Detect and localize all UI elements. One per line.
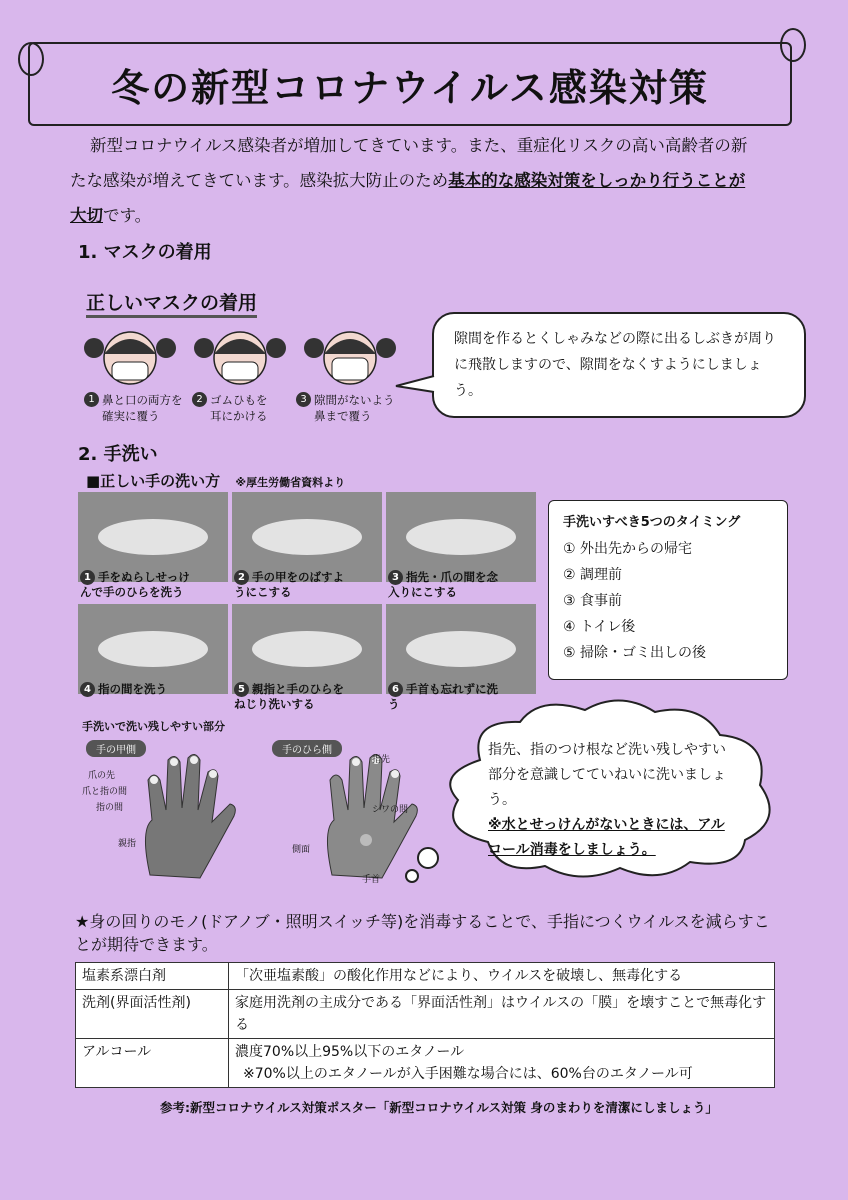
disinfectant-name: アルコール bbox=[76, 1039, 229, 1088]
handwash-source: ※厚生労働省資料より bbox=[235, 476, 346, 489]
mask-subheading: 正しいマスクの着用 bbox=[86, 288, 257, 318]
back-of-hand-label: 手の甲側 bbox=[86, 740, 146, 757]
hand-part-label: 爪の先 bbox=[88, 771, 116, 781]
intro-emphasis: 基本的な感染対策をしっかり行うことが大切 bbox=[70, 171, 746, 225]
hand-back-icon bbox=[130, 750, 240, 880]
disinfectant-desc-cell bbox=[229, 1039, 775, 1088]
mask-speech-bubble bbox=[432, 312, 806, 418]
step-number: 2 bbox=[234, 570, 249, 585]
handwash-subheading bbox=[86, 470, 345, 491]
disinfectant-note: ※70%以上のエタノールが入手困難な場合には、60%台のエタノール可 bbox=[243, 1066, 693, 1082]
wash-step-4-caption bbox=[80, 682, 230, 697]
cloud-line: 指先、指のつけ根など洗い残しやすい部分を意識してていねいに洗いましょう。 bbox=[488, 742, 726, 808]
girl-face-icon bbox=[194, 332, 286, 384]
wash-step-1-image bbox=[78, 492, 228, 582]
step-number: 2 bbox=[192, 392, 207, 407]
step-text: 鼻まで覆う bbox=[314, 409, 372, 423]
mask-step-1 bbox=[84, 392, 183, 424]
step-text: 手の甲をのばすよ bbox=[252, 570, 344, 584]
disinfectant-desc: 濃度70%以上95%以下のエタノール bbox=[235, 1044, 465, 1060]
step-text: うにこする bbox=[234, 585, 292, 599]
wash-step-1-caption bbox=[80, 570, 230, 600]
girl-face-icon bbox=[84, 332, 176, 384]
step-text: ねじり洗いする bbox=[234, 697, 315, 711]
page-title: 冬の新型コロナウイルス感染対策 bbox=[28, 42, 792, 126]
handwash-heading: 2. 手洗い bbox=[78, 444, 158, 465]
table-row bbox=[76, 1039, 775, 1088]
step-text: 指先・爪の間を念 bbox=[406, 570, 498, 584]
intro-text-end: です。 bbox=[103, 206, 152, 225]
step-number: 3 bbox=[296, 392, 311, 407]
handwash-timing-box bbox=[548, 500, 788, 680]
palm-side-label: 手のひら側 bbox=[272, 740, 342, 757]
step-text: 入りにこする bbox=[388, 585, 457, 599]
step-text: う bbox=[388, 697, 400, 711]
wash-step-3-image bbox=[386, 492, 536, 582]
disinfectant-desc: 家庭用洗剤の主成分である「界面活性剤」はウイルスの「膜」を壊すことで無毒化する bbox=[229, 990, 775, 1039]
step-text: 鼻と口の両方を bbox=[102, 393, 183, 407]
step-text: 確実に覆う bbox=[102, 409, 160, 423]
disinfectant-name: 塩素系漂白剤 bbox=[76, 963, 229, 990]
missed-areas-title: 手洗いで洗い残しやすい部分 bbox=[82, 720, 225, 733]
disinfectant-name: 洗剤(界面活性剤) bbox=[76, 990, 229, 1039]
step-text: 耳にかける bbox=[210, 409, 268, 423]
disinfectant-table bbox=[75, 962, 775, 1088]
wash-step-2-caption bbox=[234, 570, 384, 600]
table-row bbox=[76, 990, 775, 1039]
hand-part-label: 側面 bbox=[292, 845, 311, 855]
timing-item: ② 調理前 bbox=[563, 567, 623, 583]
bubble-tail-icon bbox=[394, 372, 436, 396]
wash-step-5-image bbox=[232, 604, 382, 694]
wash-step-3-caption bbox=[388, 570, 538, 600]
step-text: 隙間がないよう bbox=[314, 393, 395, 407]
disinfectant-desc: 「次亜塩素酸」の酸化作用などにより、ウイルスを破壊し、無毒化する bbox=[229, 963, 775, 990]
timing-item: ⑤ 掃除・ゴミ出しの後 bbox=[563, 645, 707, 661]
wash-step-2-image bbox=[232, 492, 382, 582]
mask-bubble-text: 隙間を作るとくしゃみなどの際に出るしぶきが周りに飛散しますので、隙間をなくすようにしましょう。 bbox=[454, 331, 776, 399]
step-text: んで手のひらを洗う bbox=[80, 585, 184, 599]
mask-heading: 1. マスクの着用 bbox=[78, 242, 212, 263]
hand-part-label: 爪と指の間 bbox=[82, 787, 128, 797]
step-text: 手首も忘れずに洗 bbox=[406, 682, 498, 696]
wash-step-5-caption bbox=[234, 682, 384, 712]
girl-face-icon bbox=[304, 332, 396, 384]
step-number: 1 bbox=[80, 570, 95, 585]
hand-part-label: シワの間 bbox=[372, 805, 409, 815]
table-row bbox=[76, 963, 775, 990]
intro-text: 新型コロナウイルス感染者が増加してきています。また、重症化リスクの高い高齢者の新たな感染が増えてきています。感染拡大防止のため bbox=[70, 136, 748, 190]
wash-step-6-image bbox=[386, 604, 536, 694]
cloud-text bbox=[488, 738, 738, 863]
mask-step-2 bbox=[192, 392, 268, 424]
step-text: 親指と手のひらを bbox=[252, 682, 344, 696]
hand-part-label: 親指 bbox=[118, 839, 137, 849]
step-number: 3 bbox=[388, 570, 403, 585]
intro-paragraph bbox=[70, 128, 760, 233]
timing-item: ① 外出先からの帰宅 bbox=[563, 541, 693, 557]
timing-title: 手洗いすべき5つのタイミング bbox=[563, 515, 741, 530]
reference-note: 参考:新型コロナウイルス対策ポスター「新型コロナウイルス対策 身のまわりを清潔にしましょう」 bbox=[160, 1100, 718, 1115]
step-text: 手をぬらしせっけ bbox=[98, 570, 190, 584]
hand-part-label: 指先 bbox=[372, 755, 391, 765]
cloud-alcohol-note: ※水とせっけんがないときには、アルコール消毒をしましょう。 bbox=[488, 817, 725, 858]
step-number: 1 bbox=[84, 392, 99, 407]
hand-part-label: 指の間 bbox=[96, 803, 124, 813]
mask-girls-illustration bbox=[80, 318, 400, 390]
step-text: 指の間を洗う bbox=[98, 682, 167, 696]
step-number: 4 bbox=[80, 682, 95, 697]
wash-step-4-image bbox=[78, 604, 228, 694]
timing-item: ③ 食事前 bbox=[563, 593, 623, 609]
mask-step-3 bbox=[296, 392, 395, 424]
handwash-subheading-text: ■正しい手の洗い方 bbox=[86, 472, 221, 490]
step-text: ゴムひもを bbox=[210, 393, 268, 407]
disinfect-lead: ★身の回りのモノ(ドアノブ・照明スイッチ等)を消毒することで、手指につくウイルスを減らすことが期待できます。 bbox=[75, 912, 770, 954]
step-number: 6 bbox=[388, 682, 403, 697]
step-number: 5 bbox=[234, 682, 249, 697]
timing-item: ④ トイレ後 bbox=[563, 619, 636, 635]
hand-part-label: 手首 bbox=[362, 875, 381, 885]
